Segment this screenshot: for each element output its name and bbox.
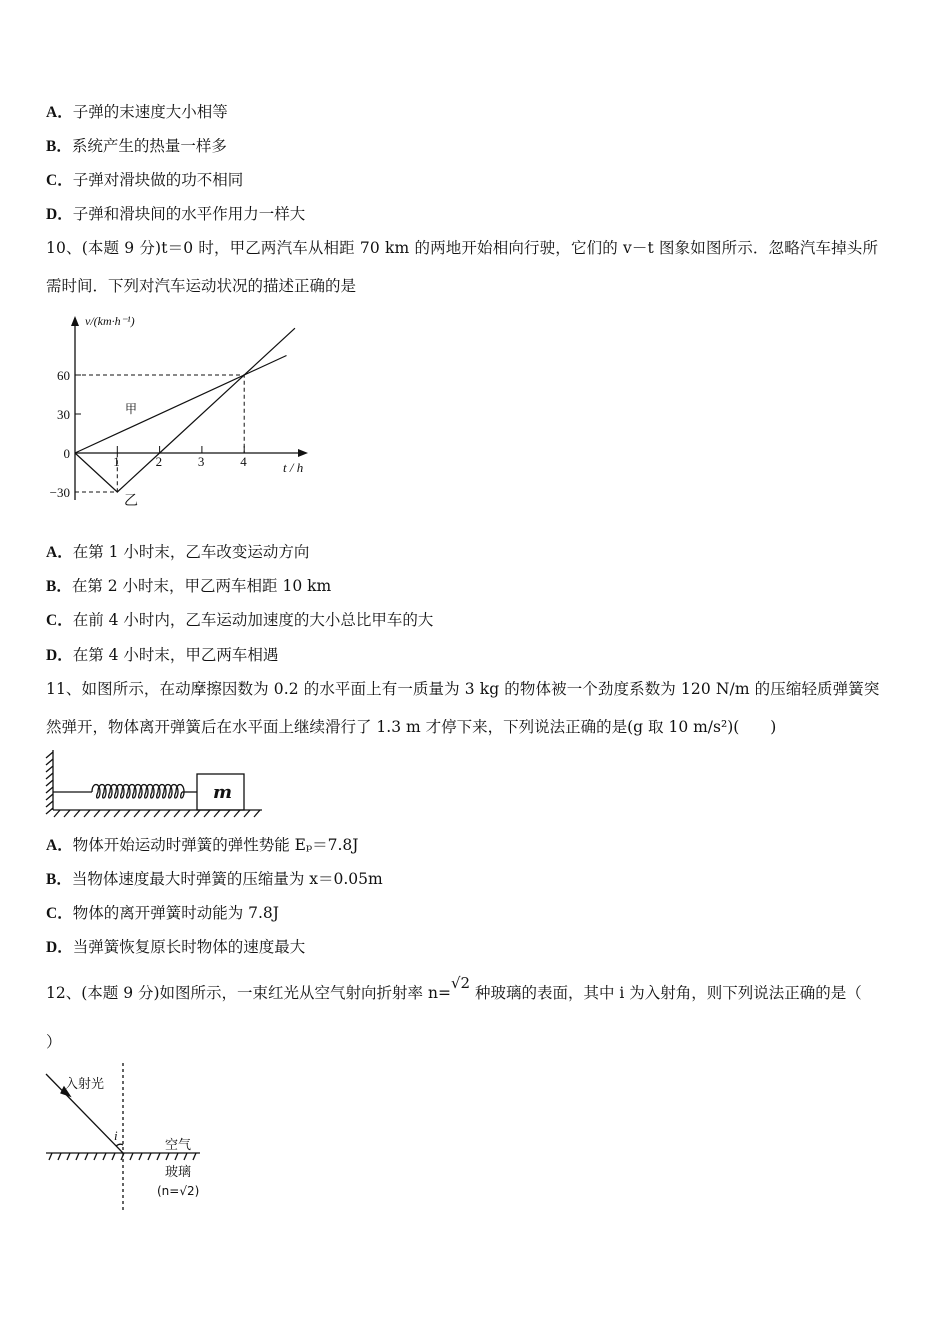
q10-option-c: C．在前 4 小时内，乙车运动加速度的大小总比甲车的大 — [46, 611, 434, 629]
y-axis-arrow-icon — [71, 316, 79, 326]
spring-coil — [92, 785, 184, 799]
hatch-mark — [46, 780, 53, 786]
hatch-mark — [49, 1153, 52, 1160]
hatch-mark — [124, 810, 130, 817]
q10-option-b: B．在第 2 小时末，甲乙两车相距 10 km — [46, 577, 332, 595]
q12-stem-line1: 12、(本题 9 分)如图所示，一束红光从空气射向折射率 n=√2 种玻璃的表面，其中 i 为入射角，则下列说法正确的是（ — [46, 974, 862, 1002]
hatch-mark — [67, 1153, 70, 1160]
spring-path — [92, 785, 184, 799]
hatch-mark — [46, 759, 53, 765]
q11-option-a: A．物体开始运动时弹簧的弹性势能 Eₚ＝7.8J — [46, 836, 359, 854]
x-axis-arrow-icon — [298, 449, 308, 457]
hatch-mark — [76, 1153, 79, 1160]
q10-stem-line2: 需时间．下列对汽车运动状况的描述正确的是 — [46, 277, 357, 295]
q9-option-a: A．子弹的末速度大小相等 — [46, 103, 228, 121]
series-line-yi — [75, 328, 295, 492]
hatch-mark — [46, 794, 53, 800]
q11-option-c: C．物体的离开弹簧时动能为 7.8J — [46, 904, 279, 922]
hatch-mark — [114, 810, 120, 817]
hatch-mark — [54, 810, 60, 817]
vt-chart — [50, 314, 308, 509]
x-tick-label: 3 — [197, 454, 205, 469]
glass-label: 玻璃 — [165, 1165, 192, 1180]
y-tick-label: −30 — [49, 485, 70, 500]
hatch-mark — [154, 810, 160, 817]
hatch-mark — [148, 1153, 151, 1160]
hatch-mark — [64, 810, 70, 817]
hatch-mark — [84, 810, 90, 817]
q11-stem-line1: 11、如图所示，在动摩擦因数为 0.2 的水平面上有一质量为 3 kg 的物体被一个劲度系数为 120 N/m 的压缩轻质弹簧突 — [46, 680, 880, 698]
series-label-jia: 甲 — [125, 402, 138, 416]
hatch-mark — [184, 810, 190, 817]
hatch-mark — [58, 1153, 61, 1160]
hatch-mark — [175, 1153, 178, 1160]
sqrt-two: √2 — [450, 974, 471, 992]
y-axis-label: v/(km·h⁻¹) — [85, 314, 135, 328]
hatch-mark — [254, 810, 260, 817]
wall-hatch — [46, 752, 53, 814]
q11-stem-line2: 然弹开，物体离开弹簧后在水平面上继续滑行了 1.3 m 才停下来，下列说法正确的是(g 取 10 m/s²)( ) — [46, 718, 777, 736]
hatch-mark — [244, 810, 250, 817]
hatch-mark — [193, 1153, 196, 1160]
series-label-yi: 乙 — [124, 493, 138, 509]
mass-label: m — [213, 782, 233, 803]
hatch-mark — [46, 766, 53, 772]
hatch-mark — [144, 810, 150, 817]
hatch-mark — [74, 810, 80, 817]
hatch-mark — [46, 808, 53, 814]
hatch-mark — [174, 810, 180, 817]
hatch-mark — [139, 1153, 142, 1160]
hatch-mark — [46, 801, 53, 807]
floor-hatch — [54, 810, 260, 817]
y-tick-label: 0 — [63, 446, 70, 461]
q10-option-a: A．在第 1 小时末，乙车改变运动方向 — [46, 543, 310, 561]
refraction-figure — [46, 1063, 200, 1210]
q10-option-d: D．在第 4 小时末，甲乙两车相遇 — [46, 646, 279, 664]
hatch-mark — [130, 1153, 133, 1160]
q11-option-b: B．当物体速度最大时弹簧的压缩量为 x＝0.05m — [46, 870, 383, 888]
hatch-mark — [164, 810, 170, 817]
hatch-mark — [46, 752, 53, 758]
x-axis-label: t / h — [283, 460, 304, 475]
q12-stem-line2: ） — [46, 1033, 62, 1051]
hatch-mark — [94, 1153, 97, 1160]
hatch-mark — [103, 1153, 106, 1160]
angle-arc — [116, 1144, 123, 1146]
hatch-mark — [112, 1153, 115, 1160]
hatch-mark — [214, 810, 220, 817]
hatch-mark — [46, 773, 53, 779]
hatch-mark — [234, 810, 240, 817]
air-label: 空气 — [165, 1138, 192, 1153]
hatch-mark — [46, 787, 53, 793]
hatch-mark — [204, 810, 210, 817]
q9-option-d: D．子弹和滑块间的水平作用力一样大 — [46, 205, 306, 223]
hatch-mark — [104, 810, 110, 817]
hatch-mark — [166, 1153, 169, 1160]
q10-stem-line1: 10、(本题 9 分)t＝0 时，甲乙两汽车从相距 70 km 的两地开始相向行驶，它们的 v－t 图象如图所示．忽略汽车掉头所 — [46, 239, 879, 257]
hatch-mark — [194, 810, 200, 817]
q9-option-b: B．系统产生的热量一样多 — [46, 137, 227, 155]
hatch-mark — [157, 1153, 160, 1160]
series-line-jia — [75, 356, 287, 454]
x-tick-label: 1 — [113, 454, 120, 469]
hatch-mark — [94, 810, 100, 817]
x-tick-label: 4 — [240, 454, 247, 469]
hatch-mark — [134, 810, 140, 817]
y-tick-label: 30 — [57, 407, 70, 422]
q9-option-c: C．子弹对滑块做的功不相同 — [46, 171, 244, 189]
y-tick-label: 60 — [57, 368, 70, 383]
hatch-mark — [85, 1153, 88, 1160]
spring-figure — [46, 750, 262, 817]
angle-label: i — [114, 1128, 118, 1143]
hatch-mark — [224, 810, 230, 817]
incident-label: 入射光 — [65, 1077, 105, 1092]
index-label: (n=√2) — [157, 1184, 200, 1198]
x-tick-label: 2 — [155, 454, 163, 469]
q11-option-d: D．当弹簧恢复原长时物体的速度最大 — [46, 938, 306, 956]
hatch-mark — [184, 1153, 187, 1160]
